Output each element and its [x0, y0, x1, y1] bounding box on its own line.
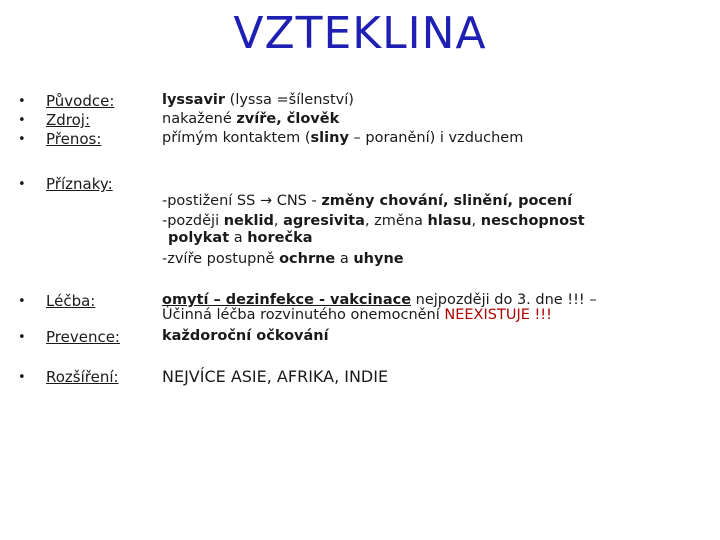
value-prevence-bold: každoroční očkování — [162, 328, 329, 344]
priznaky-l4-b1: ochrne — [279, 251, 336, 267]
priznaky-l3-mid: a — [229, 230, 248, 246]
priznaky-line-2 — [162, 213, 585, 229]
label-prevence: Prevence: — [46, 328, 120, 346]
bullet: • — [18, 177, 26, 192]
label-rozsireni: Rozšíření: — [46, 368, 119, 386]
priznaky-l4-mid: a — [335, 251, 354, 267]
priznaky-line-3 — [168, 230, 313, 246]
bullet: • — [18, 294, 26, 309]
priznaky-l4-b2: uhyne — [353, 251, 404, 267]
priznaky-l1-pre: -postižení SS → CNS - — [162, 193, 322, 209]
priznaky-l2-sep: , — [273, 213, 284, 229]
value-prenos — [162, 130, 523, 146]
priznaky-l2-b4: neschopnost — [480, 213, 585, 229]
value-prenos-post: – poranění) i vzduchem — [348, 130, 524, 146]
bullet: • — [18, 370, 26, 385]
lecba-mid: nejpozději do 3. dne !!! – — [411, 292, 597, 308]
lecba-line-1 — [162, 292, 597, 308]
bullet: • — [18, 94, 26, 109]
label-lecba: Léčba: — [46, 292, 96, 310]
value-rozsireni: NEJVÍCE ASIE, AFRIKA, INDIE — [162, 367, 389, 386]
lecba-line-2 — [162, 307, 552, 323]
value-zdroj-bold: zvíře, člověk — [236, 111, 340, 127]
priznaky-line-4 — [162, 251, 404, 267]
value-puvodce-rest: (lyssa =šílenství) — [225, 92, 354, 108]
bullet: • — [18, 113, 26, 128]
value-zdroj-pre: nakažené — [162, 111, 237, 127]
priznaky-l1-bold: změny chování, slinění, pocení — [321, 193, 573, 209]
priznaky-l2-pre: -později — [162, 213, 224, 229]
priznaky-line-1 — [162, 193, 572, 209]
lecba-bold: omytí – dezinfekce - vakcinace — [162, 292, 412, 308]
value-prenos-bold: sliny — [310, 130, 349, 146]
label-priznaky: Příznaky: — [46, 175, 113, 193]
label-prenos: Přenos: — [46, 130, 102, 148]
value-zdroj — [162, 111, 339, 127]
bullet: • — [18, 330, 26, 345]
value-prenos-pre: přímým kontaktem ( — [162, 130, 311, 146]
label-zdroj: Zdroj: — [46, 111, 91, 129]
page-title: VZTEKLINA — [233, 8, 487, 59]
priznaky-l2-mid: , změna — [364, 213, 428, 229]
priznaky-l4-pre: -zvíře postupně — [162, 251, 280, 267]
priznaky-l3-b2: horečka — [247, 230, 313, 246]
value-prevence — [162, 328, 329, 344]
lecba-l2-pre: Účinná léčba rozvinutého onemocnění — [162, 307, 445, 323]
priznaky-l2-b1: neklid — [223, 213, 274, 229]
priznaky-l3-b1: polykat — [168, 230, 230, 246]
label-puvodce: Původce: — [46, 92, 115, 110]
bullet: • — [18, 132, 26, 147]
lecba-l2-red: NEEXISTUJE !!! — [444, 307, 552, 323]
priznaky-l2-b3: hlasu — [427, 213, 472, 229]
priznaky-l2-b2: agresivita — [283, 213, 365, 229]
value-puvodce — [162, 92, 354, 108]
priznaky-l2-sep2: , — [471, 213, 481, 229]
value-puvodce-bold: lyssavir — [162, 92, 226, 108]
